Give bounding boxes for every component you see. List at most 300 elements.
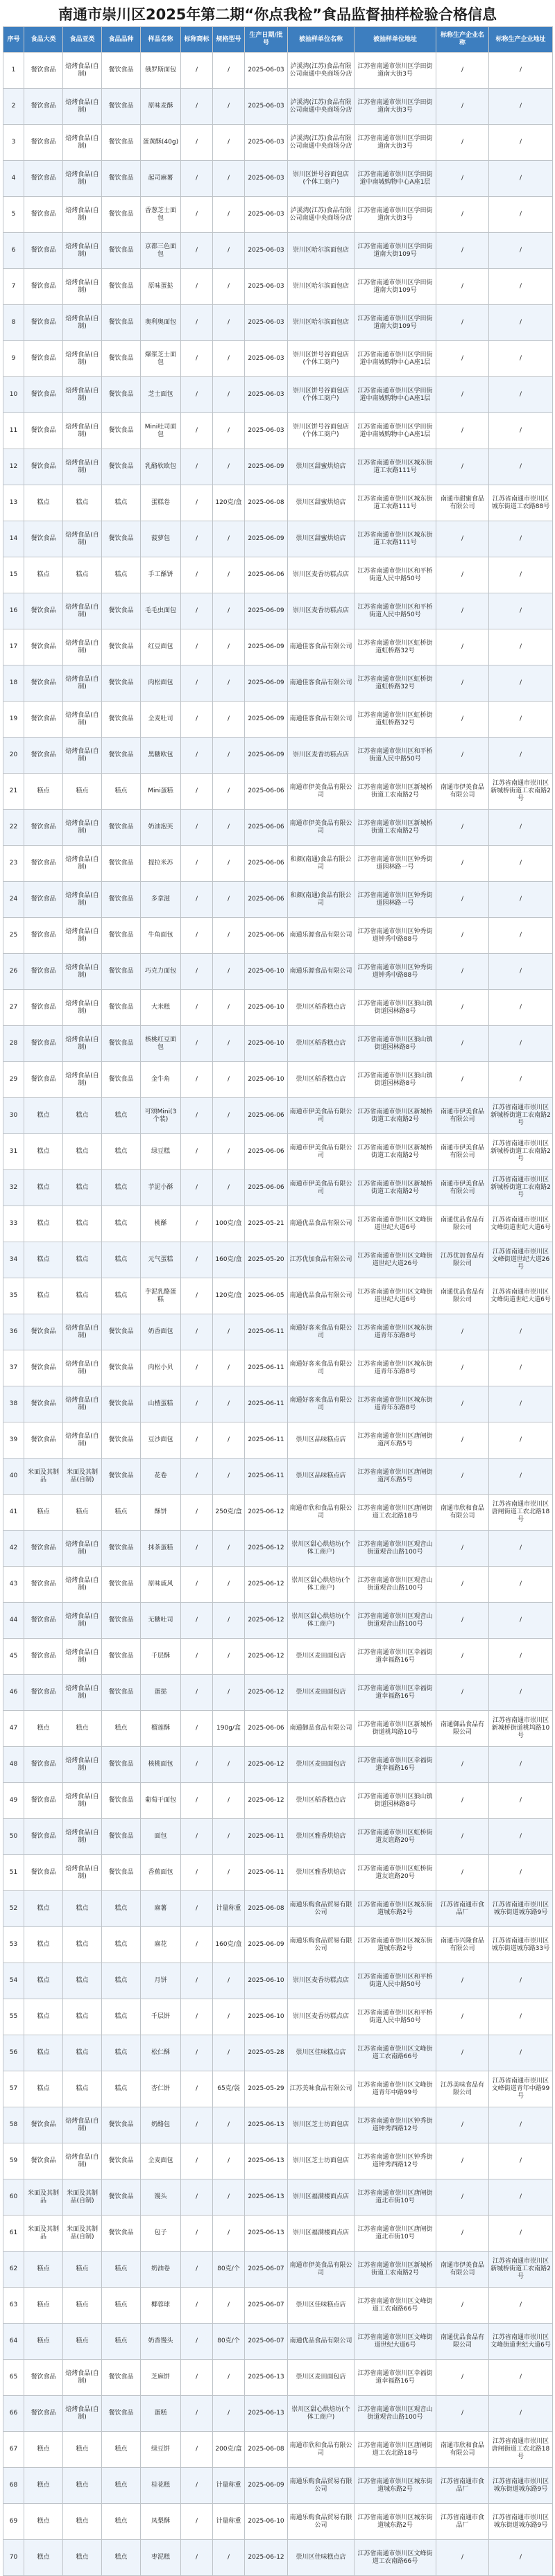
table-cell: 崇川区稻香糕点店: [288, 1026, 355, 1062]
table-cell: 250克/盒: [213, 1495, 245, 1531]
table-cell: 餐饮食品: [24, 89, 63, 125]
table-cell: 餐饮食品: [24, 449, 63, 485]
table-cell: 餐饮食品: [102, 1819, 141, 1855]
table-cell: 餐饮食品: [24, 305, 63, 341]
table-cell: 南通市伊美食品有限公司: [288, 2252, 355, 2288]
table-cell: 崇川区甜蜜烘焙店: [288, 449, 355, 485]
table-cell: 64: [3, 2324, 24, 2360]
table-cell: 米面及其制品: [24, 1459, 63, 1495]
table-cell: 糕点: [102, 485, 141, 521]
table-cell: /: [181, 990, 213, 1026]
table-cell: /: [181, 1422, 213, 1459]
table-cell: 江苏省南通市崇川区学田街道南大街3号: [355, 125, 436, 161]
table-cell: 餐饮食品: [24, 1314, 63, 1350]
table-cell: 焙烤食品(自制): [63, 665, 102, 702]
table-cell: 23: [3, 846, 24, 882]
table-cell: 崇川区稻香糕点店: [288, 1783, 355, 1819]
table-cell: /: [181, 2504, 213, 2540]
table-cell: /: [181, 810, 213, 846]
table-cell: 2025-06-10: [245, 990, 288, 1026]
table-cell: 37: [3, 1350, 24, 1386]
table-cell: 糕点: [24, 1495, 63, 1531]
table-cell: 崇川区麦香坊糕点店: [288, 1999, 355, 2035]
table-cell: /: [489, 1855, 553, 1891]
table-row: [3, 2468, 553, 2504]
table-cell: 米面及其制品(自制): [63, 2179, 102, 2216]
table-cell: /: [489, 1963, 553, 1999]
table-cell: 糕点: [24, 2071, 63, 2107]
table-cell: 南通乐源食品有限公司: [288, 918, 355, 954]
table-cell: /: [181, 1134, 213, 1170]
table-cell: /: [213, 2179, 245, 2216]
table-cell: 焙烤食品(自制): [63, 161, 102, 197]
table-cell: 48: [3, 1747, 24, 1783]
table-cell: 南通市甜蜜食品有限公司: [436, 485, 489, 521]
table-cell: /: [181, 1098, 213, 1134]
table-cell: 餐饮食品: [102, 2216, 141, 2252]
table-cell: /: [213, 557, 245, 593]
table-cell: /: [436, 557, 489, 593]
table-cell: /: [213, 2035, 245, 2071]
table-cell: 餐饮食品: [102, 1422, 141, 1459]
table-cell: /: [213, 233, 245, 269]
table-cell: /: [489, 2540, 553, 2576]
table-cell: 焙烤食品(自制): [63, 1531, 102, 1567]
table-row: [3, 2216, 553, 2252]
table-cell: 5: [3, 197, 24, 233]
table-cell: /: [436, 197, 489, 233]
table-cell: /: [213, 1783, 245, 1819]
table-cell: /: [489, 377, 553, 413]
table-cell: /: [181, 954, 213, 990]
table-cell: 蛋糕卷: [141, 485, 181, 521]
table-cell: /: [181, 1062, 213, 1098]
table-cell: 2025-06-03: [245, 125, 288, 161]
table-row: [3, 2396, 553, 2432]
table-cell: 江苏省南通市崇川区钟秀街道园林路一号: [355, 882, 436, 918]
table-cell: 餐饮食品: [102, 197, 141, 233]
table-cell: 52: [3, 1891, 24, 1927]
table-cell: /: [489, 1422, 553, 1459]
table-cell: /: [181, 197, 213, 233]
table-cell: 餐饮食品: [102, 341, 141, 377]
table-cell: 崇川区麦香坊糕点店: [288, 738, 355, 774]
table-cell: 花卷: [141, 1459, 181, 1495]
table-cell: 崇川区饼号谷面包店(个体工商户): [288, 377, 355, 413]
table-row: [3, 413, 553, 449]
table-cell: 2025-06-03: [245, 341, 288, 377]
table-cell: /: [181, 2179, 213, 2216]
table-cell: /: [436, 2143, 489, 2179]
table-cell: /: [181, 2540, 213, 2576]
table-cell: 焙烤食品(自制): [63, 2107, 102, 2143]
table-cell: /: [436, 2216, 489, 2252]
table-cell: 41: [3, 1495, 24, 1531]
table-cell: 面包: [141, 1819, 181, 1855]
table-cell: 江苏省南通市崇川区观音山街道观音山路100号: [355, 1531, 436, 1567]
table-cell: 崇川区佳味糕点店: [288, 2035, 355, 2071]
table-cell: 江苏省南通市崇川区文峰街道工农南路66号: [355, 2288, 436, 2324]
table-cell: /: [213, 990, 245, 1026]
table-cell: 奶酪包: [141, 2107, 181, 2143]
table-cell: 20: [3, 738, 24, 774]
table-cell: 2025-06-03: [245, 89, 288, 125]
table-cell: 54: [3, 1963, 24, 1999]
table-cell: 糕点: [102, 557, 141, 593]
table-cell: 100克/盒: [213, 1206, 245, 1242]
table-cell: 2025-06-07: [245, 2252, 288, 2288]
table-cell: 14: [3, 521, 24, 557]
table-cell: /: [181, 2468, 213, 2504]
table-row: [3, 2143, 553, 2179]
table-cell: 毛毛虫面包: [141, 593, 181, 629]
table-cell: /: [489, 1567, 553, 1603]
table-cell: /: [181, 521, 213, 557]
table-cell: 江苏省南通市崇川区文峰街道工农南路66号: [355, 2540, 436, 2576]
table-cell: 崇川区雅香烘焙店: [288, 1855, 355, 1891]
table-cell: 江苏省南通市崇川区虹桥街道虹桥路32号: [355, 665, 436, 702]
table-cell: Mini蛋糕: [141, 774, 181, 810]
table-cell: /: [213, 2107, 245, 2143]
table-cell: 南通好客来食品有限公司: [288, 1386, 355, 1422]
table-cell: 崇川区麦香坊糕点店: [288, 1963, 355, 1999]
table-cell: 南通市伊美食品有限公司: [436, 1098, 489, 1134]
table-cell: /: [181, 2216, 213, 2252]
table-row: [3, 1675, 553, 1711]
table-cell: 南通优品食品有限公司: [288, 1206, 355, 1242]
table-cell: 江苏省南通市崇川区钟秀街道钟秀中路88号: [355, 918, 436, 954]
table-cell: /: [489, 89, 553, 125]
table-cell: 餐饮食品: [24, 125, 63, 161]
table-cell: 肉松面包: [141, 665, 181, 702]
table-cell: /: [489, 269, 553, 305]
table-cell: 糕点: [102, 2468, 141, 2504]
table-cell: /: [213, 2396, 245, 2432]
table-cell: 焙烤食品(自制): [63, 1747, 102, 1783]
table-cell: /: [436, 1855, 489, 1891]
table-cell: /: [213, 449, 245, 485]
table-cell: 19: [3, 702, 24, 738]
table-cell: /: [489, 233, 553, 269]
table-cell: /: [436, 1026, 489, 1062]
table-cell: 55: [3, 1999, 24, 2035]
table-cell: 焙烤食品(自制): [63, 846, 102, 882]
table-cell: 餐饮食品: [102, 593, 141, 629]
table-cell: 千层酥: [141, 1639, 181, 1675]
table-cell: 江苏省南通市崇川区城东街道工农路111号: [355, 449, 436, 485]
table-cell: /: [436, 233, 489, 269]
table-cell: 2025-06-06: [245, 810, 288, 846]
table-row: [3, 1422, 553, 1459]
table-cell: 南通市伊美食品有限公司: [436, 1134, 489, 1170]
table-cell: 江苏省南通市崇川区文峰街道世纪大道6号: [489, 2324, 553, 2360]
table-cell: 江苏省南通市崇川区幸福街道幸福路16号: [355, 2360, 436, 2396]
column-header: 食品品种: [102, 27, 141, 53]
table-cell: 焙烤食品(自制): [63, 2396, 102, 2432]
table-cell: 65: [3, 2360, 24, 2396]
column-header: 样品名称: [141, 27, 181, 53]
table-cell: 爆浆芝士面包: [141, 341, 181, 377]
table-cell: 南通乐购食品贸易有限公司: [288, 2468, 355, 2504]
table-cell: /: [181, 1999, 213, 2035]
table-cell: /: [489, 2288, 553, 2324]
table-cell: 糕点: [63, 2540, 102, 2576]
table-cell: 2025-06-09: [245, 665, 288, 702]
table-cell: /: [181, 1819, 213, 1855]
table-cell: 江苏省南通市崇川区新城桥街道工农南路2号: [355, 2252, 436, 2288]
table-cell: 崇川区佳味糕点店: [288, 2540, 355, 2576]
table-cell: 绿豆糕: [141, 1134, 181, 1170]
table-cell: 江苏省南通市崇川区新城桥街道工农南路2号: [355, 1098, 436, 1134]
table-cell: 2025-06-03: [245, 413, 288, 449]
table-cell: 江苏省南通市崇川区唐闸街道工农北路18号: [489, 2432, 553, 2468]
table-cell: 江苏省南通市崇川区新城桥街道工农南路2号: [489, 1098, 553, 1134]
table-cell: /: [489, 2179, 553, 2216]
table-row: [3, 2432, 553, 2468]
table-cell: /: [213, 377, 245, 413]
table-cell: 江苏省南通市崇川区新城桥街道工农南路2号: [489, 1170, 553, 1206]
table-cell: 焙烤食品(自制): [63, 2360, 102, 2396]
table-cell: /: [213, 738, 245, 774]
table-cell: 焙烤食品(自制): [63, 305, 102, 341]
table-cell: 江苏省南通市崇川区唐闸街道工农北路18号: [355, 1495, 436, 1531]
table-cell: /: [213, 1675, 245, 1711]
table-cell: 餐饮食品: [102, 305, 141, 341]
table-cell: /: [181, 665, 213, 702]
table-cell: 50: [3, 1819, 24, 1855]
table-cell: 江苏省南通市崇川区钟秀街道园林路一号: [355, 846, 436, 882]
table-cell: /: [213, 1314, 245, 1350]
table-cell: 餐饮食品: [24, 413, 63, 449]
table-cell: 崇川区饼号谷面包店(个体工商户): [288, 161, 355, 197]
table-cell: /: [213, 2360, 245, 2396]
table-cell: 36: [3, 1314, 24, 1350]
table-cell: 焙烤食品(自制): [63, 1350, 102, 1386]
table-cell: 江苏省南通市崇川区新城桥街道工农南路2号: [489, 774, 553, 810]
table-cell: 焙烤食品(自制): [63, 882, 102, 918]
table-cell: 焙烤食品(自制): [63, 1026, 102, 1062]
table-cell: 糕点: [24, 1927, 63, 1963]
table-cell: /: [181, 341, 213, 377]
table-cell: 崇川区甜心烘焙坊(个体工商户): [288, 1531, 355, 1567]
table-cell: 1: [3, 53, 24, 89]
table-cell: 焙烤食品(自制): [63, 629, 102, 665]
table-cell: 糕点: [24, 1711, 63, 1747]
table-cell: 焙烤食品(自制): [63, 1386, 102, 1422]
table-cell: 18: [3, 665, 24, 702]
table-cell: 糕点: [102, 2288, 141, 2324]
table-cell: 餐饮食品: [24, 1783, 63, 1819]
table-cell: 江苏省南通市食品厂: [436, 2504, 489, 2540]
table-cell: 糕点: [102, 2324, 141, 2360]
table-cell: 江苏省南通市崇川区虹桥街道友谊路20号: [355, 1819, 436, 1855]
table-cell: 2025-06-13: [245, 2216, 288, 2252]
table-cell: 焙烤食品(自制): [63, 1639, 102, 1675]
column-header: 标称生产企业名称: [436, 27, 489, 53]
table-cell: /: [213, 2288, 245, 2324]
table-cell: 糕点: [102, 1134, 141, 1170]
table-cell: 21: [3, 774, 24, 810]
table-row: [3, 2035, 553, 2071]
table-cell: /: [181, 1278, 213, 1314]
table-cell: /: [181, 593, 213, 629]
table-cell: 餐饮食品: [24, 1531, 63, 1567]
table-cell: 江苏省南通市崇川区学田街道南大街109号: [355, 233, 436, 269]
table-cell: /: [213, 810, 245, 846]
table-cell: 江苏省南通市崇川区新城桥街道工农南路2号: [355, 1134, 436, 1170]
table-cell: 2025-06-06: [245, 918, 288, 954]
table-cell: /: [489, 197, 553, 233]
table-cell: 2025-06-11: [245, 1386, 288, 1422]
table-cell: 提拉米苏: [141, 846, 181, 882]
table-cell: /: [489, 918, 553, 954]
table-cell: 江苏省南通市崇川区和平桥街道人民中路50号: [355, 738, 436, 774]
table-cell: 糕点: [63, 1927, 102, 1963]
table-cell: /: [489, 846, 553, 882]
table-cell: 江苏省南通市崇川区钟秀街道钟秀西路12号: [355, 2107, 436, 2143]
table-cell: /: [436, 341, 489, 377]
table-cell: /: [489, 2216, 553, 2252]
table-cell: 2025-06-06: [245, 1098, 288, 1134]
table-row: [3, 197, 553, 233]
table-cell: 焙烤食品(自制): [63, 702, 102, 738]
table-cell: /: [436, 89, 489, 125]
table-cell: /: [181, 702, 213, 738]
table-cell: 2025-06-08: [245, 1891, 288, 1927]
table-cell: 2025-06-03: [245, 269, 288, 305]
table-cell: 焙烤食品(自制): [63, 341, 102, 377]
table-cell: 餐饮食品: [24, 918, 63, 954]
table-cell: /: [489, 1026, 553, 1062]
table-cell: 糕点: [24, 1278, 63, 1314]
table-cell: 崇川区甜心烘焙坊(个体工商户): [288, 1603, 355, 1639]
table-cell: /: [489, 1639, 553, 1675]
table-cell: 江苏省南通市崇川区学田街道中南城购物中心A座1层: [355, 413, 436, 449]
table-cell: 可颂Mini(3个装): [141, 1098, 181, 1134]
table-cell: 2025-06-12: [245, 2540, 288, 2576]
table-cell: 餐饮食品: [24, 521, 63, 557]
table-cell: 香蕉面包: [141, 1855, 181, 1891]
table-cell: 江苏省南通市崇川区城东街道城东路33号: [489, 1927, 553, 1963]
table-cell: 2025-06-08: [245, 485, 288, 521]
table-row: [3, 449, 553, 485]
table-cell: 崇川区甜蜜烘焙店: [288, 521, 355, 557]
table-cell: /: [181, 1927, 213, 1963]
table-cell: /: [489, 1783, 553, 1819]
table-cell: 糕点: [63, 1891, 102, 1927]
table-cell: 奶香面包: [141, 1314, 181, 1350]
table-row: [3, 341, 553, 377]
table-cell: 餐饮食品: [24, 990, 63, 1026]
table-row: [3, 1747, 553, 1783]
table-cell: 糕点: [63, 2288, 102, 2324]
table-cell: 江苏美味食品有限公司: [436, 2071, 489, 2107]
table-cell: 餐饮食品: [102, 2360, 141, 2396]
table-cell: /: [489, 593, 553, 629]
table-cell: 江苏省南通市崇川区幸福街道幸福路16号: [355, 1675, 436, 1711]
table-row: [3, 2071, 553, 2107]
table-cell: 焙烤食品(自制): [63, 918, 102, 954]
table-row: [3, 846, 553, 882]
column-header: 序号: [3, 27, 24, 53]
table-cell: 2025-06-10: [245, 1963, 288, 1999]
table-cell: 芋泥小酥: [141, 1170, 181, 1206]
table-cell: /: [489, 702, 553, 738]
table-cell: 160克/盒: [213, 1927, 245, 1963]
table-cell: 和颜(南通)食品有限公司: [288, 846, 355, 882]
table-cell: /: [181, 2288, 213, 2324]
table-row: [3, 1495, 553, 1531]
table-cell: 2025-06-09: [245, 449, 288, 485]
table-cell: 焙烤食品(自制): [63, 1675, 102, 1711]
table-cell: 江苏省南通市崇川区虹桥街道虹桥路32号: [355, 629, 436, 665]
table-cell: 44: [3, 1603, 24, 1639]
table-cell: 餐饮食品: [24, 1386, 63, 1422]
table-cell: 餐饮食品: [24, 1603, 63, 1639]
table-cell: /: [436, 305, 489, 341]
table-cell: 26: [3, 954, 24, 990]
table-cell: 餐饮食品: [24, 1026, 63, 1062]
table-cell: 糕点: [63, 1098, 102, 1134]
table-cell: 2025-06-11: [245, 1314, 288, 1350]
table-cell: 2025-06-10: [245, 2504, 288, 2540]
table-cell: 糕点: [102, 2540, 141, 2576]
table-row: [3, 2179, 553, 2216]
table-cell: 糕点: [24, 2468, 63, 2504]
table-cell: 糕点: [102, 1206, 141, 1242]
table-cell: 南通市伊美食品有限公司: [436, 2252, 489, 2288]
table-cell: 江苏省南通市崇川区新城桥街道工农南路2号: [489, 1134, 553, 1170]
table-cell: 餐饮食品: [24, 702, 63, 738]
table-cell: 60: [3, 2179, 24, 2216]
table-cell: /: [436, 1350, 489, 1386]
table-cell: 江苏省南通市崇川区城东街道工农路88号: [489, 485, 553, 521]
table-cell: 红豆面包: [141, 629, 181, 665]
table-cell: 糕点: [102, 1711, 141, 1747]
table-cell: 江苏省南通市崇川区虹桥街道虹桥路32号: [355, 702, 436, 738]
table-cell: /: [489, 1747, 553, 1783]
column-header: 食品亚类: [63, 27, 102, 53]
table-cell: 餐饮食品: [102, 413, 141, 449]
table-cell: 江苏省南通市崇川区钟秀街道钟秀西路12号: [355, 2143, 436, 2179]
table-cell: 酥饼: [141, 1495, 181, 1531]
table-cell: 餐饮食品: [24, 1819, 63, 1855]
table-cell: 江苏省南通市崇川区城东街道青年东路8号: [355, 1350, 436, 1386]
table-cell: 2025-06-09: [245, 2468, 288, 2504]
table-row: [3, 1062, 553, 1098]
table-cell: 160克/盒: [213, 1242, 245, 1278]
table-cell: /: [213, 1026, 245, 1062]
table-cell: /: [489, 2360, 553, 2396]
table-cell: 江苏省南通市崇川区狼山镇街道园林路8号: [355, 1062, 436, 1098]
table-cell: /: [436, 593, 489, 629]
table-cell: 江苏省南通市崇川区唐闸街道工农北路18号: [355, 2432, 436, 2468]
table-cell: 2025-06-11: [245, 1819, 288, 1855]
table-cell: 江苏省南通市崇川区和平桥街道人民中路50号: [355, 593, 436, 629]
table-cell: 2025-06-11: [245, 1855, 288, 1891]
table-cell: 餐饮食品: [102, 1386, 141, 1422]
table-cell: /: [436, 1567, 489, 1603]
table-cell: 崇川区麦香坊糕点店: [288, 557, 355, 593]
table-cell: 江苏省南通市崇川区文峰街道世纪大道26号: [489, 1242, 553, 1278]
table-cell: 江苏省南通市崇川区城东街道城东路2号: [355, 2504, 436, 2540]
table-cell: /: [213, 1459, 245, 1495]
table-row: [3, 1891, 553, 1927]
table-cell: 南通乐购食品贸易有限公司: [288, 2504, 355, 2540]
table-cell: 24: [3, 882, 24, 918]
table-cell: 芝麻饼: [141, 2360, 181, 2396]
table-cell: /: [213, 665, 245, 702]
